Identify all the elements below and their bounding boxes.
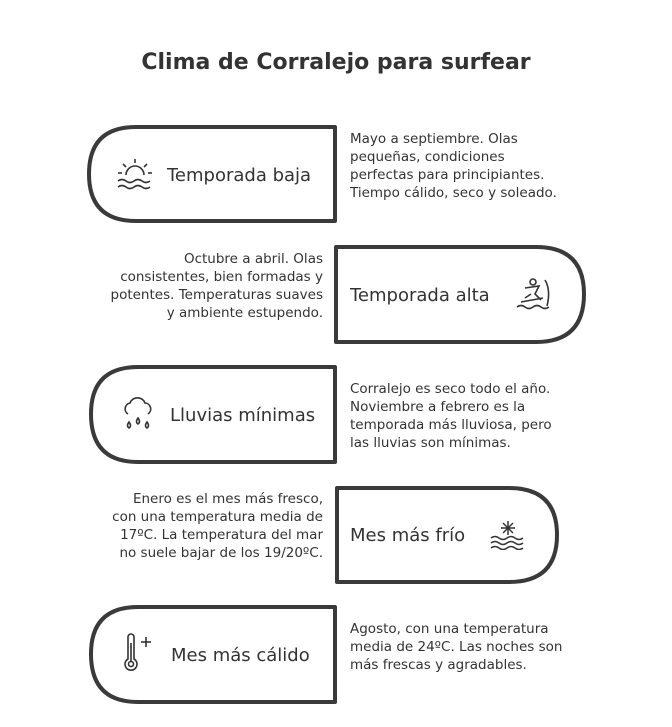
label-temporada-alta: Temporada alta — [350, 285, 490, 306]
label-mes-mas-calido: Mes más cálido — [171, 645, 310, 666]
sun-over-waves-icon — [115, 157, 155, 193]
desc-temporada-alta: Octubre a abril. Olas consistentes, bien formadas y potentes. Temperaturas suaves y ambiente estupendo. — [110, 251, 323, 321]
rain-cloud-icon — [120, 394, 156, 432]
snowflake-waves-icon — [489, 520, 527, 550]
page-title: Clima de Corralejo para surfear — [141, 50, 531, 75]
desc-mes-mas-frio: Enero es el mes más fresco, con una temperatura media de 17ºC. La temperatura del mar no suele bajar de los 19/20ºC. — [112, 491, 323, 561]
thermometer-plus-icon — [122, 633, 154, 673]
desc-temporada-baja: Mayo a septiembre. Olas pequeñas, condiciones perfectas para principiantes. Tiempo cálido, seco y soleado. — [350, 131, 557, 201]
label-mes-mas-frio: Mes más frío — [350, 525, 466, 546]
desc-lluvias-minimas: Corralejo es seco todo el año. Noviembre a febrero es la temporada más lluviosa, pero las lluvias son mínimas. — [350, 381, 552, 451]
label-temporada-baja: Temporada baja — [167, 165, 312, 186]
label-lluvias-minimas: Lluvias mínimas — [170, 405, 316, 426]
surfer-icon — [515, 276, 553, 312]
desc-mes-mas-calido: Agosto, con una temperatura media de 24ºC. Las noches son más frescas y agradables. — [350, 621, 563, 673]
